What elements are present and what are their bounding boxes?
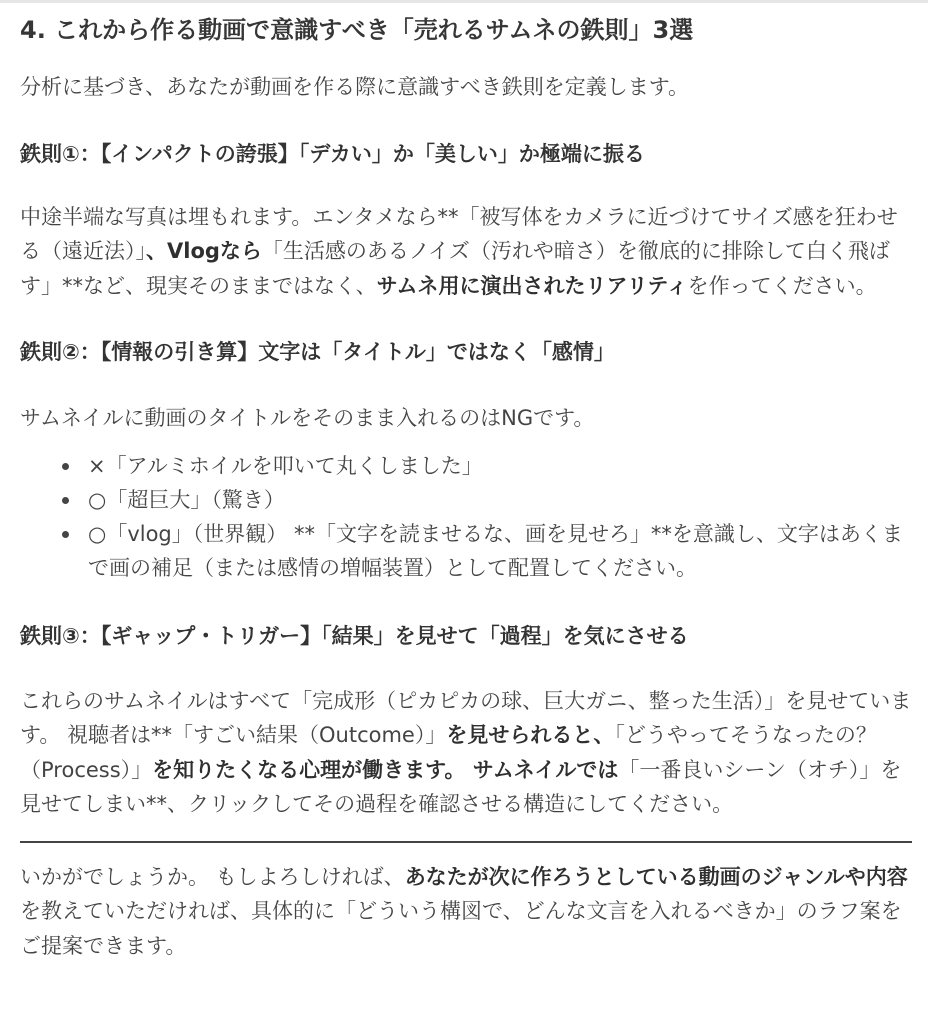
list-item: ○「vlog」（世界観） **「文字を読ませるな、画を見せろ」**を意識し、文字はあくまで画の補足（または感情の増幅装置）として配置してください。 xyxy=(88,517,912,585)
rule-3-emphasis-a: を見せられると、 xyxy=(446,723,615,747)
rule-1-text-c: 「生活感のあるノイズ（汚れや暗さ）を徹底的に排除して白く飛ばす」**など、現実そのままではなく、 xyxy=(20,239,890,298)
rule-2-example-list xyxy=(20,449,912,585)
closing-emphasis: あなたが次に作ろうとしている動画のジャンルや内容 xyxy=(404,864,908,889)
rule-2-body: サムネイルに動画のタイトルをそのまま入れるのはNGです。 xyxy=(20,406,595,430)
rule-1-heading: 鉄則①：【インパクトの誇張】「デカい」か「美しい」か極端に振る xyxy=(20,141,645,166)
rule-3-emphasis-b: を知りたくなる心理が働きます。 サムネイルでは xyxy=(152,757,619,782)
response-content xyxy=(20,10,912,963)
section-intro: 分析に基づき、あなたが動画を作る際に意識すべき鉄則を定義します。 xyxy=(20,75,690,99)
rule-3-heading: 鉄則③：【ギャップ・トリガー】「結果」を見せて「過程」を気にさせる xyxy=(20,623,689,648)
rule-3-body xyxy=(20,684,912,822)
rule-3-text-a: これらのサムネイルはすべて「完成形（ピカピカの球、巨大ガニ、整った生活）」を見せています。 視聴者は**「すごい結果（Outcome）」 xyxy=(20,688,912,747)
rule-1-body xyxy=(20,200,912,304)
closing-text-a: いかがでしょうか。 もしよろしければ、 xyxy=(20,864,405,889)
rule-1-text-b: 、Vlogなら xyxy=(146,239,262,263)
closing-text-b: を教えていただければ、具体的に「どういう構図で、どんな文言を入れるべきか」のラフ案をご提案できます。 xyxy=(20,899,902,958)
section-divider xyxy=(20,841,912,843)
rule-1-text-d: を作ってください。 xyxy=(687,273,877,298)
section-heading: 4. これから作る動画で意識すべき「売れるサムネの鉄則」3選 xyxy=(20,16,694,44)
rule-3-text-c: 「一番良いシーン（オチ）」を見せてしまい**、クリックしてその過程を確認させる構造にしてください。 xyxy=(20,757,902,816)
rule-2-heading: 鉄則②：【情報の引き算】文字は「タイトル」ではなく「感情」 xyxy=(20,340,615,364)
top-edge-divider xyxy=(0,0,928,3)
rule-1-emphasis: サムネ用に演出されたリアリティ xyxy=(376,273,688,298)
rule-3-text-b: 「どうやってそうなったの？（Process）」 xyxy=(20,723,877,782)
rule-1-text-a: 中途半端な写真は埋もれます。エンタメなら**「被写体をカメラに近づけてサイズ感を狂わせる（遠近法）」 xyxy=(20,204,898,263)
list-item: ○「超巨大」（驚き） xyxy=(88,483,912,517)
list-item: ×「アルミホイルを叩いて丸くしました」 xyxy=(88,449,912,483)
closing-paragraph xyxy=(20,860,912,964)
